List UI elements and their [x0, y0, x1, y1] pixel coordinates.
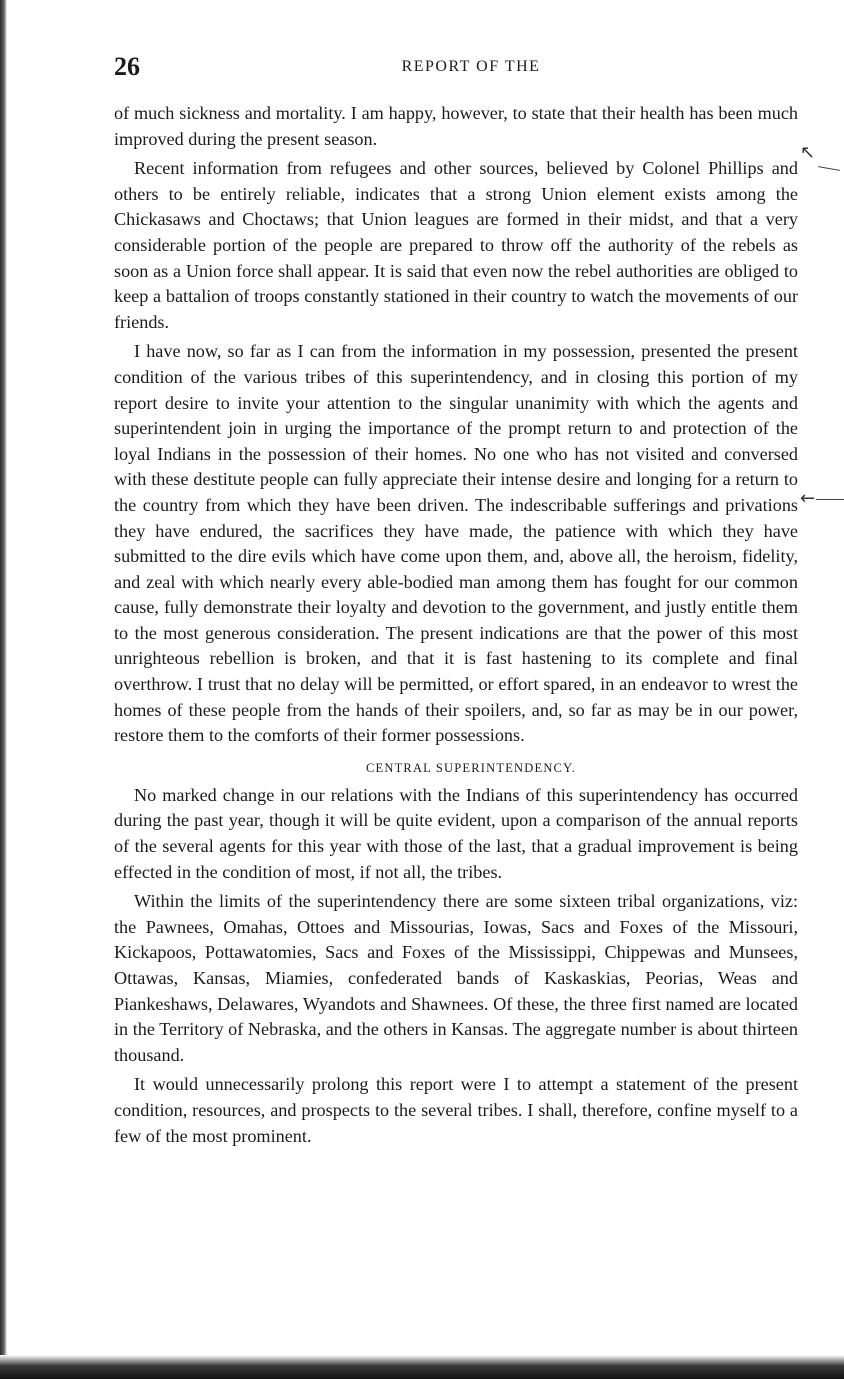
paragraph-conclusion: It would unnecessarily prolong this report were I to attempt a statement of the present condition, resources, and prospects to the several tribes. I shall, therefore, confine myself to a few of the most prominent.: [114, 1074, 798, 1146]
page-number: 26: [114, 52, 140, 81]
paragraph-union-element: Recent information from refugees and other sources, believed by Colonel Phillips and others to be entirely reliable, indicates that a strong Union element exists among the Chickasaws and Choctaws; that Union leagues are formed in their midst, and that a very considerable portion of the people are prepared to throw off the authority of the rebels as soon as a Union force shall appear. It is said that even now the rebel authorities are obliged to keep a battalion of troops constantly stationed in their country to watch the movements of our friends.: [114, 158, 798, 332]
margin-mark-line: [818, 166, 840, 171]
margin-arrow-mark: ←: [800, 488, 816, 509]
scan-left-edge: [0, 0, 7, 1379]
paragraph-loyal-indians: I have now, so far as I can from the information in my possession, presented the present condition of the various tribes of this superintendency, and in closing this portion of my report desire to invite your attention to the singular unanimity with which the agents and superintendent join in urging the importance of the prompt return to and protection of the loyal Indians in the possession of their homes. No one who has not visited and conversed with these destitute people can fully appreciate their intense desire and longing for a return to the country from which they have been driven. The indescribable sufferings and privations they have endured, the sacrifices they have made, the patience with which they have submitted to the dire evils which have come upon them, and, above all, the heroism, fidelity, and zeal with which nearly every able-bodied man among them has fought for our common cause, fully demonstrate their loyalty and devotion to the government, and justly entitle them to the most generous consideration. The present indications are that the power of this most unrighteous rebellion is broken, and that it is fast hastening to its complete and final overthrow. I trust that no delay will be permitted, or effort spared, in an endeavor to wrest the homes of these people from the hands of their spoilers, and, so far as may be in our power, restore them to the comforts of their former possessions.: [114, 341, 798, 746]
paragraph-tribal-organizations: Within the limits of the superintendency there are some sixteen tribal organizations, viz: the Pawnees, Omahas, Ottoes and Missourias, Iowas, Sacs and Foxes of the Missouri, Kickapoos, Pottawatomies, Sacs and Foxes of the Mississippi, Chippewas and Munsees, Ottawas, Kansas, Miamies, confederated bands of Kaskaskias, Peorias, Weas and Piankeshaws, Delawares, Wyandots and Shawnees. Of these, the three first named are located in the Territory of Nebraska, and the others in Kansas. The aggregate number is about thirteen thousand.: [114, 891, 798, 1065]
margin-arrow-mark: ↖: [800, 142, 816, 163]
running-head: REPORT OF THE: [401, 58, 541, 75]
margin-mark-line: [816, 499, 844, 500]
body-text: [114, 101, 798, 1149]
section-heading: CENTRAL SUPERINTENDENCY.: [365, 760, 577, 775]
page-header: [114, 52, 798, 82]
scan-bottom-edge: [0, 1355, 844, 1379]
paragraph-continued: of much sickness and mortality. I am happy, however, to state that their health has been much improved during the present season.: [114, 103, 798, 149]
paragraph-relations: No marked change in our relations with the Indians of this superintendency has occurred during the past year, though it will be quite evident, upon a comparison of the annual reports of the several agents for this year with those of the last, that a gradual improvement is being effected in the condition of most, if not all, the tribes.: [114, 784, 798, 882]
